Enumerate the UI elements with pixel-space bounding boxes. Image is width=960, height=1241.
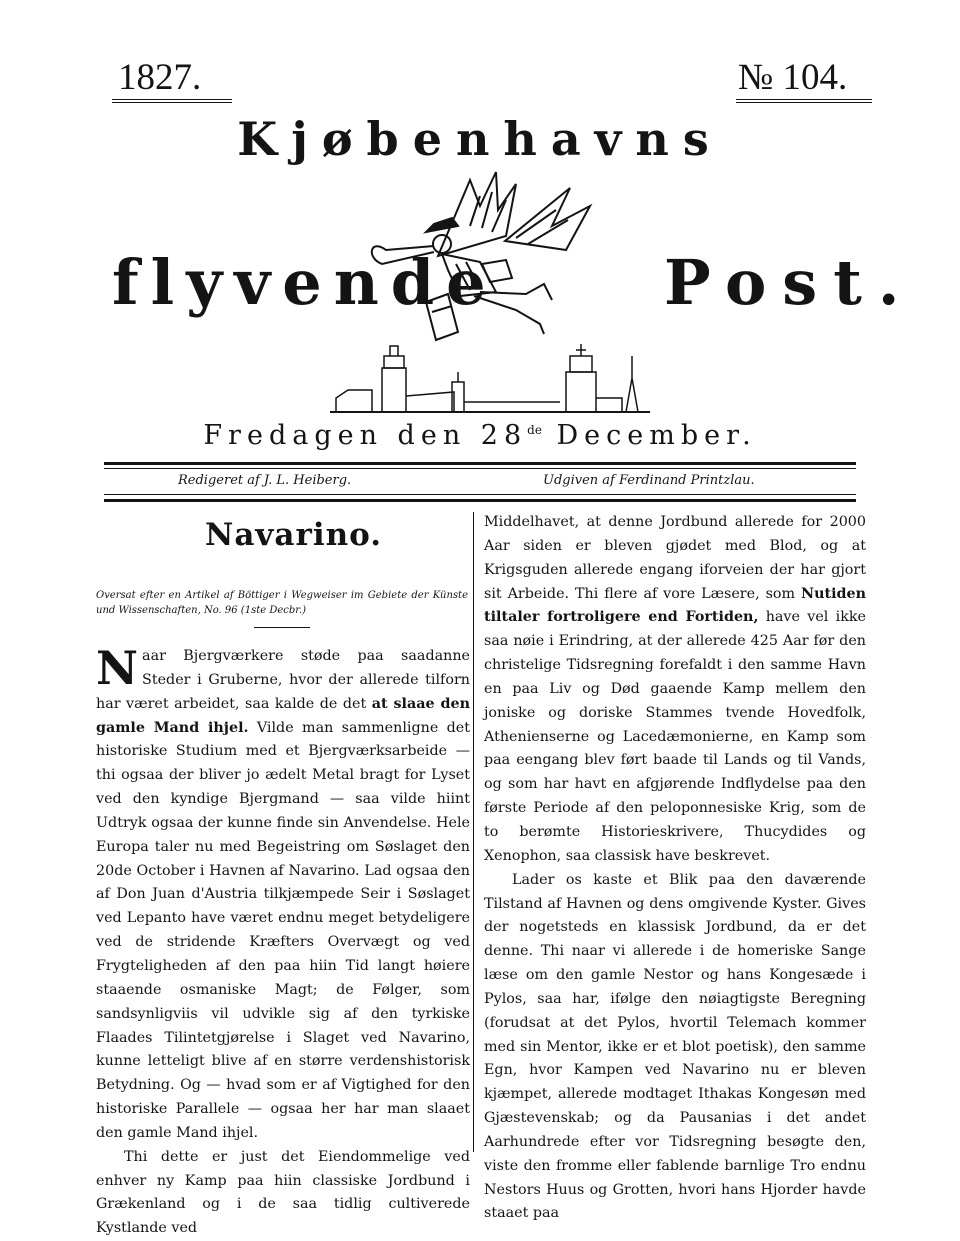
paragraph-text: aar Bjergværkere støde paa saadanne Steder i Gruberne, hvor der allerede tilforn har været arbeidet, saa kalde de det xyxy=(96,648,470,712)
header-rule xyxy=(104,462,856,465)
date-prefix: Fredagen den 28 xyxy=(203,420,528,451)
masthead-title-left: flyvende xyxy=(112,246,498,319)
year: 1827. xyxy=(118,57,202,98)
column-divider xyxy=(473,512,474,1152)
editor-credit: Redigeret af J. L. Heiberg. xyxy=(178,473,352,488)
masthead-title-top: Kjøbenhavns xyxy=(237,112,723,166)
publisher-credit: Udgiven af Ferdinand Printzlau. xyxy=(543,473,755,488)
year-rule xyxy=(112,99,232,103)
emphasized-text: Nutiden xyxy=(801,585,866,602)
flying-angel-with-horn-over-city-icon xyxy=(330,166,650,420)
article-column-right xyxy=(484,511,866,1226)
article-headline: Navarino. xyxy=(205,517,383,553)
article-paragraph: Lader os kaste et Blik paa den daværende Tilstand af Havnen og dens omgivende Kyster. Gives der nogetsteds en klassisk Jordbund, da er det denne. Thi naar vi allerede i de homeriske Sange læse om den gamle Nestor og hans Kongesæde i Pylos, saa har, ifølge den nøiagtigste Beregning (forudsat at det Pylos, hvortil Telemach kommer med sin Mentor, ikke er et blot poetisk), den samme Egn, hvor Kampen ved Navarino nu er bleven kjæmpet, allerede modtaget Ithakas Kongesøn med Gjæstevenskab; og da Pausanias i det andet Aarhundrede efter vor Tidsregning besøgte den, viste den fromme eller fablende barnlige Tro endnu Nestors Huus og Grotten, hvori hans Hjorder havde staaet paa xyxy=(484,871,866,1222)
issue-number: № 104. xyxy=(738,57,848,98)
masthead-title-right: Post. xyxy=(664,246,916,319)
article-paragraph: Thi dette er just det Eiendommelige ved enhver ny Kamp paa hiin classiske Jordbund i Grækenland og i de saa tidlig cultiverede Kystlande ved xyxy=(96,1148,470,1237)
header-rule xyxy=(104,468,856,469)
paragraph-text: Vilde man sammenligne det historiske Studium med et Bjergværksarbeide — thi ogsaa der bliver jo ædelt Metal bragt for Lyset ved den kyndige Bjergmand — saa vilde hiint Udtryk ogsaa der kunne finde sin Anvendelse. Hele Europa taler nu med Begeistring om Søslaget den 20de October i Havnen af Navarino. Lad ogsaa den af Don Juan d'Austria tilkjæmpede Seir i Søslaget ved Lepanto have været endnu meget betydeligere ved de stridende Kræfters Overvægt og ved Frygteligheden af den paa hiin Tid langt høiere staaende osmaniske Magt; de Følger, som sandsynligviis vil udvikle sig af den tyrkiske Flaades Tilintetgjørelse i Slaget ved Navarino, kunne letteligt blive af en større verdenshistorisk Betydning. Og — hvad som er af Vigtighed for den historiske Parallele — ogsaa her har man slaaet den gamle Mand ihjel. xyxy=(96,719,470,1141)
drop-cap: N xyxy=(96,641,139,695)
section-rule xyxy=(254,627,310,628)
date-superscript: de xyxy=(527,423,542,437)
paragraph-text: Middelhavet, at denne Jordbund allerede for 2000 Aar siden er bleven gjødet med Blod, og at Krigsguden allerede engang iforveien der har gjort sit Arbeide. Thi flere af vore Læsere, som xyxy=(484,514,866,602)
header-rule xyxy=(104,494,856,495)
article-paragraph xyxy=(96,641,470,1146)
issue-date xyxy=(0,420,960,451)
emphasized-text: at slaae den gamle Mand ihjel. xyxy=(96,695,470,736)
article-paragraph xyxy=(484,511,866,869)
header-rule xyxy=(104,499,856,502)
article-column-left xyxy=(96,641,470,1241)
paragraph-text: have vel ikke saa nøie i Erindring, at der allerede 425 Aar før den christelige Tidsregning forefaldt i den samme Havn en paa Liv og Død gaaende Kamp mellem den joniske og doriske Stammes tvende Hovedfolk, Athenienserne og Lacedæmonierne, en Kamp som paa eengang blev ført baade til Lands og til Vands, og som har havt en afgjørende Indflydelse paa den første Periode af den peloponnesiske Krig, som de to berømte Historieskrivere, Thucydides og Xenophon, saa classisk have beskrevet. xyxy=(484,609,866,864)
issue-rule xyxy=(736,99,872,103)
emphasized-text: tiltaler fortroligere end Fortiden, xyxy=(484,609,759,626)
article-source-note: Oversat efter en Artikel af Böttiger i Wegweiser im Gebiete der Künste und Wissenschaften, No. 96 (1ste Decbr.) xyxy=(96,590,468,616)
date-suffix: December. xyxy=(541,420,757,451)
